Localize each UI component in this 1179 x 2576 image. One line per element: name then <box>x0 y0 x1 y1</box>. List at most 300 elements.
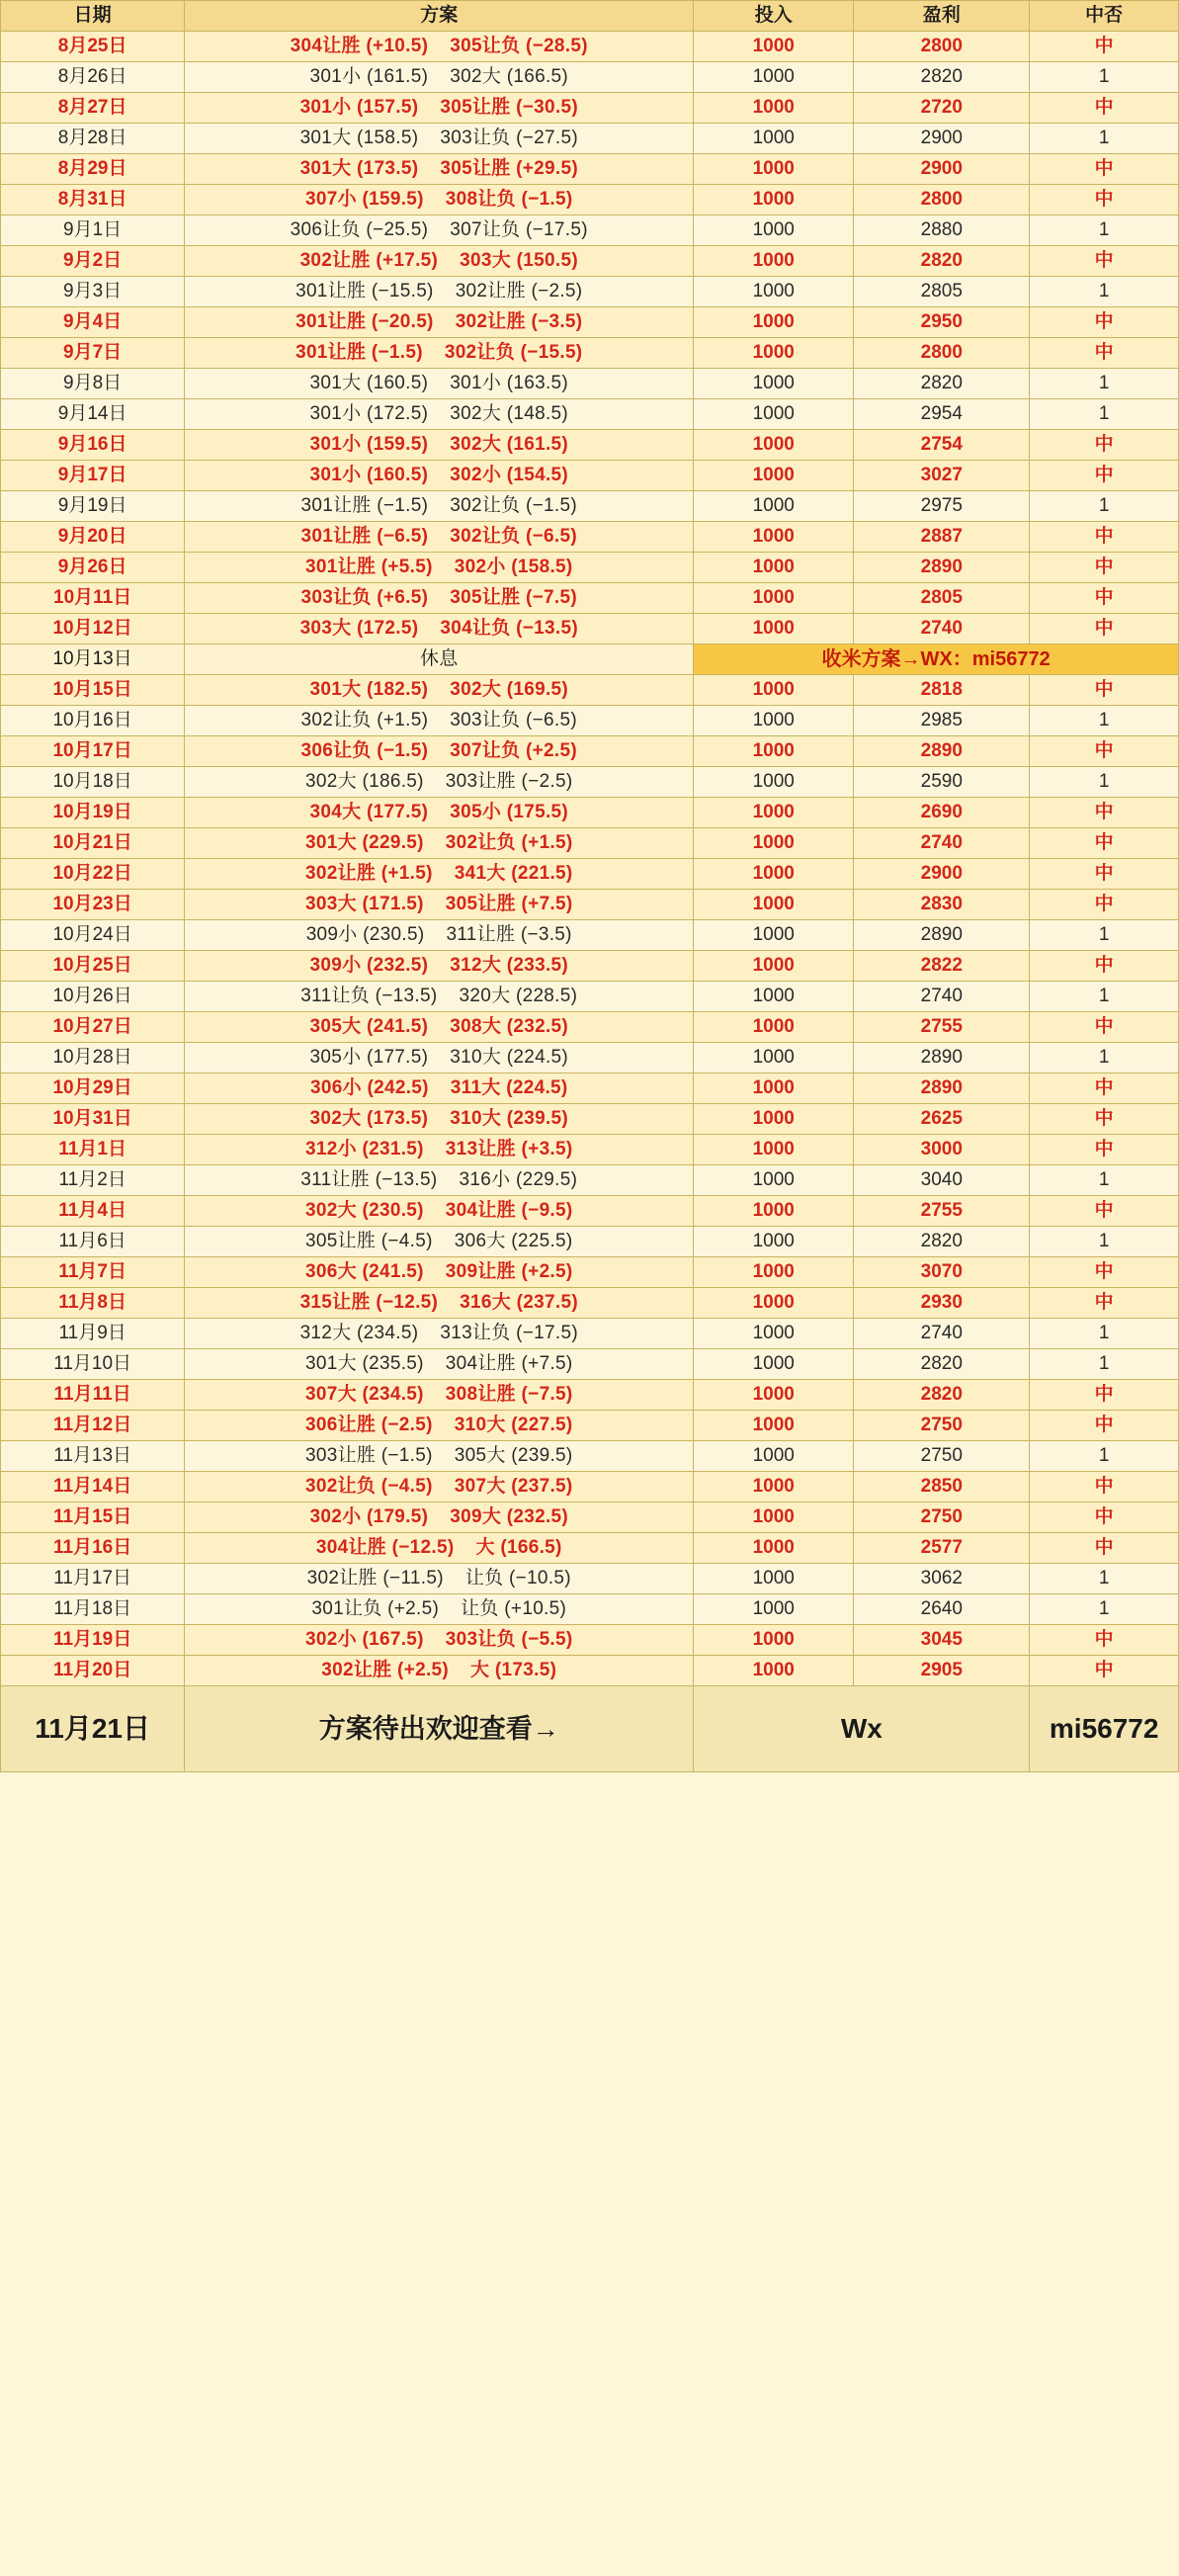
plan-segment: 302让负 (+1.5) <box>445 832 573 853</box>
cell-investment: 1000 <box>694 32 854 62</box>
cell-investment: 1000 <box>694 215 854 246</box>
cell-profit: 2900 <box>854 859 1030 890</box>
cell-date: 10月29日 <box>1 1073 185 1104</box>
cell-investment: 1000 <box>694 1227 854 1257</box>
table-row <box>1 951 1179 982</box>
plan-segment: 302让负 (−1.5) <box>450 495 577 516</box>
table-row <box>1 644 1179 675</box>
cell-plan: 休息 <box>185 644 694 675</box>
cell-profit: 2890 <box>854 1043 1030 1073</box>
column-header-investment: 投入 <box>694 1 854 32</box>
cell-hit-status: 1 <box>1030 1594 1179 1625</box>
cell-investment: 1000 <box>694 1625 854 1656</box>
cell-date: 9月20日 <box>1 522 185 553</box>
cell-investment: 1000 <box>694 583 854 614</box>
cell-date: 11月1日 <box>1 1135 185 1165</box>
cell-hit-status: 中 <box>1030 1380 1179 1411</box>
cell-profit: 2985 <box>854 706 1030 736</box>
cell-plan <box>185 706 694 736</box>
plan-segment: 305大 (239.5) <box>454 1445 573 1466</box>
cell-plan <box>185 1625 694 1656</box>
cell-hit-status: 中 <box>1030 675 1179 706</box>
table-row <box>1 1472 1179 1503</box>
table-row <box>1 920 1179 951</box>
cell-investment: 1000 <box>694 1043 854 1073</box>
cell-plan <box>185 1411 694 1441</box>
column-header-profit: 盈利 <box>854 1 1030 32</box>
plan-segment: 301大 (158.5) <box>299 128 419 148</box>
cell-plan <box>185 1135 694 1165</box>
cell-date: 10月26日 <box>1 982 185 1012</box>
table-row <box>1 461 1179 491</box>
table-row <box>1 982 1179 1012</box>
table-row <box>1 1594 1179 1625</box>
cell-hit-status: 中 <box>1030 890 1179 920</box>
cell-investment: 1000 <box>694 706 854 736</box>
cell-plan <box>185 1656 694 1686</box>
table-row <box>1 246 1179 277</box>
plan-segment: 310大 (227.5) <box>454 1415 573 1435</box>
table-row <box>1 828 1179 859</box>
cell-investment: 1000 <box>694 1257 854 1288</box>
plan-segment: 305小 (175.5) <box>450 802 569 822</box>
table-row <box>1 706 1179 736</box>
cell-investment: 1000 <box>694 277 854 307</box>
plan-segment: 301小 (161.5) <box>309 66 429 87</box>
cell-hit-status: 中 <box>1030 951 1179 982</box>
cell-hit-status: 中 <box>1030 522 1179 553</box>
table-row <box>1 62 1179 93</box>
plan-segment: 304让胜 (+7.5) <box>445 1353 573 1374</box>
table-row <box>1 583 1179 614</box>
plan-segment: 302大 (230.5) <box>304 1200 424 1221</box>
cell-investment: 1000 <box>694 307 854 338</box>
plan-segment: 307大 (237.5) <box>454 1476 573 1497</box>
cell-hit-status: 中 <box>1030 1135 1179 1165</box>
cell-hit-status: 中 <box>1030 246 1179 277</box>
cell-profit: 3070 <box>854 1257 1030 1288</box>
cell-profit: 2905 <box>854 1656 1030 1686</box>
cell-investment: 1000 <box>694 1411 854 1441</box>
table-row <box>1 491 1179 522</box>
plan-segment: 301让胜 (−1.5) <box>300 495 429 516</box>
cell-date: 9月7日 <box>1 338 185 369</box>
plan-segment: 309让胜 (+2.5) <box>445 1261 573 1282</box>
cell-plan <box>185 890 694 920</box>
cell-profit: 2740 <box>854 982 1030 1012</box>
cell-plan <box>185 93 694 124</box>
cell-date: 11月19日 <box>1 1625 185 1656</box>
plan-segment: 305小 (177.5) <box>309 1047 429 1068</box>
table-row <box>1 1380 1179 1411</box>
cell-investment: 1000 <box>694 338 854 369</box>
cell-plan <box>185 307 694 338</box>
cell-profit: 2750 <box>854 1503 1030 1533</box>
cell-hit-status: 1 <box>1030 369 1179 399</box>
cell-plan <box>185 1503 694 1533</box>
plan-segment: 316小 (229.5) <box>459 1169 578 1190</box>
cell-profit: 2822 <box>854 951 1030 982</box>
plan-segment: 306小 (242.5) <box>310 1077 429 1098</box>
cell-date: 11月2日 <box>1 1165 185 1196</box>
plan-segment: 303让负 (−5.5) <box>445 1629 573 1650</box>
cell-date: 8月28日 <box>1 124 185 154</box>
footer-plan-cta[interactable]: 方案待出欢迎查看→ <box>185 1686 694 1772</box>
cell-profit: 2740 <box>854 1319 1030 1349</box>
plan-segment: 305让胜 (+7.5) <box>445 894 573 914</box>
cell-date: 11月8日 <box>1 1288 185 1319</box>
plan-segment: 302让胜 (+1.5) <box>304 863 433 884</box>
cell-plan <box>185 1380 694 1411</box>
plan-segment: 303大 (171.5) <box>304 894 424 914</box>
cell-hit-status: 中 <box>1030 1503 1179 1533</box>
table-row <box>1 675 1179 706</box>
plan-segment: 302让胜 (−11.5) <box>306 1568 444 1589</box>
cell-date: 11月9日 <box>1 1319 185 1349</box>
cell-investment: 1000 <box>694 522 854 553</box>
plan-segment: 313让负 (−17.5) <box>440 1323 578 1343</box>
plan-segment: 304让胜 (+10.5) <box>290 36 429 56</box>
plan-segment: 306让负 (−25.5) <box>290 219 429 240</box>
cell-hit-status: 1 <box>1030 1165 1179 1196</box>
cell-date: 10月28日 <box>1 1043 185 1073</box>
plan-segment: 302大 (173.5) <box>309 1108 429 1129</box>
table-row <box>1 1625 1179 1656</box>
cell-profit: 2890 <box>854 736 1030 767</box>
cell-investment: 1000 <box>694 951 854 982</box>
cell-hit-status: 中 <box>1030 1288 1179 1319</box>
cell-date: 8月27日 <box>1 93 185 124</box>
plan-segment: 306大 (241.5) <box>304 1261 424 1282</box>
cell-hit-status: 1 <box>1030 920 1179 951</box>
cell-plan <box>185 951 694 982</box>
cell-profit: 2800 <box>854 338 1030 369</box>
cell-investment: 1000 <box>694 491 854 522</box>
cell-profit: 2820 <box>854 369 1030 399</box>
cell-plan <box>185 62 694 93</box>
cell-investment: 1000 <box>694 828 854 859</box>
plan-segment: 302让胜 (+2.5) <box>321 1660 450 1680</box>
cell-profit: 2754 <box>854 430 1030 461</box>
cell-hit-status: 1 <box>1030 1227 1179 1257</box>
cell-investment: 1000 <box>694 1533 854 1564</box>
plan-segment: 302小 (154.5) <box>450 465 569 485</box>
promo-banner[interactable]: 收米方案→WX：mi56772 <box>694 644 1179 675</box>
cell-date: 9月17日 <box>1 461 185 491</box>
cell-profit: 2890 <box>854 1073 1030 1104</box>
cell-hit-status: 1 <box>1030 706 1179 736</box>
cell-hit-status: 中 <box>1030 1625 1179 1656</box>
cell-investment: 1000 <box>694 1564 854 1594</box>
table-row <box>1 1288 1179 1319</box>
table-row <box>1 399 1179 430</box>
cell-date: 9月4日 <box>1 307 185 338</box>
cell-plan <box>185 154 694 185</box>
cell-profit: 2820 <box>854 62 1030 93</box>
cell-investment: 1000 <box>694 1656 854 1686</box>
cell-profit: 2820 <box>854 1227 1030 1257</box>
plan-segment: 311让胜 (−3.5) <box>446 924 572 945</box>
cell-plan <box>185 185 694 215</box>
cell-profit: 2750 <box>854 1411 1030 1441</box>
cell-profit: 2755 <box>854 1196 1030 1227</box>
cell-plan <box>185 369 694 399</box>
plan-segment: 308让负 (−1.5) <box>445 189 573 210</box>
plan-segment: 307小 (159.5) <box>304 189 424 210</box>
plan-segment: 313让胜 (+3.5) <box>445 1139 573 1159</box>
cell-investment: 1000 <box>694 920 854 951</box>
plan-segment: 大 (166.5) <box>475 1537 562 1558</box>
cell-profit: 2880 <box>854 215 1030 246</box>
cell-plan <box>185 1441 694 1472</box>
cell-profit: 2818 <box>854 675 1030 706</box>
table-row <box>1 553 1179 583</box>
cell-profit: 2755 <box>854 1012 1030 1043</box>
plan-segment: 301让胜 (−15.5) <box>295 281 434 301</box>
table-row <box>1 1073 1179 1104</box>
cell-plan <box>185 399 694 430</box>
cell-hit-status: 中 <box>1030 1411 1179 1441</box>
plan-segment: 302大 (148.5) <box>450 403 569 424</box>
cell-hit-status: 中 <box>1030 1656 1179 1686</box>
cell-investment: 1000 <box>694 890 854 920</box>
cell-date: 9月16日 <box>1 430 185 461</box>
cell-date: 10月31日 <box>1 1104 185 1135</box>
cell-plan <box>185 32 694 62</box>
table-row <box>1 307 1179 338</box>
plan-segment: 301让胜 (−6.5) <box>300 526 429 547</box>
cell-date: 9月3日 <box>1 277 185 307</box>
column-header-hit: 中否 <box>1030 1 1179 32</box>
cell-investment: 1000 <box>694 614 854 644</box>
cell-date: 11月11日 <box>1 1380 185 1411</box>
plan-segment: 302小 (158.5) <box>454 557 573 577</box>
cell-profit: 2740 <box>854 614 1030 644</box>
table-row <box>1 1564 1179 1594</box>
cell-date: 10月19日 <box>1 798 185 828</box>
table-row <box>1 1411 1179 1441</box>
plan-segment: 302让胜 (−2.5) <box>455 281 583 301</box>
plan-segment: 302小 (179.5) <box>309 1506 429 1527</box>
table-header <box>1 1 1179 32</box>
cell-date: 9月26日 <box>1 553 185 583</box>
plan-segment: 320大 (228.5) <box>459 986 578 1006</box>
cell-hit-status: 中 <box>1030 614 1179 644</box>
cell-date: 11月17日 <box>1 1564 185 1594</box>
cell-date: 11月18日 <box>1 1594 185 1625</box>
footer-date: 11月21日 <box>1 1686 185 1772</box>
table-header-row <box>1 1 1179 32</box>
plan-segment: 304让胜 (−12.5) <box>315 1537 455 1558</box>
plan-segment: 304让胜 (−9.5) <box>445 1200 573 1221</box>
cell-profit: 2590 <box>854 767 1030 798</box>
plan-segment: 302大 (186.5) <box>304 771 424 792</box>
plan-segment: 302大 (166.5) <box>450 66 569 87</box>
plan-segment: 301大 (235.5) <box>304 1353 424 1374</box>
cell-investment: 1000 <box>694 798 854 828</box>
table-row <box>1 1257 1179 1288</box>
cell-plan <box>185 920 694 951</box>
cell-hit-status: 1 <box>1030 215 1179 246</box>
table-row <box>1 277 1179 307</box>
plan-segment: 301让胜 (−20.5) <box>295 311 434 332</box>
plan-segment: 303让负 (−27.5) <box>440 128 578 148</box>
cell-date: 10月17日 <box>1 736 185 767</box>
cell-profit: 2820 <box>854 1349 1030 1380</box>
plan-segment: 303大 (172.5) <box>299 618 419 639</box>
cell-investment: 1000 <box>694 93 854 124</box>
cell-plan <box>185 982 694 1012</box>
column-header-date: 日期 <box>1 1 185 32</box>
table-row <box>1 798 1179 828</box>
cell-profit: 2890 <box>854 920 1030 951</box>
cell-date: 9月8日 <box>1 369 185 399</box>
cell-hit-status: 中 <box>1030 798 1179 828</box>
footer-wx-id[interactable]: mi56772 <box>1030 1686 1179 1772</box>
cell-date: 9月1日 <box>1 215 185 246</box>
cell-plan <box>185 1196 694 1227</box>
plan-segment: 302让负 (−4.5) <box>304 1476 433 1497</box>
plan-segment: 311让胜 (−13.5) <box>300 1169 438 1190</box>
plan-segment: 309小 (230.5) <box>305 924 425 945</box>
cell-plan <box>185 553 694 583</box>
cell-investment: 1000 <box>694 982 854 1012</box>
cell-date: 10月16日 <box>1 706 185 736</box>
cell-date: 9月14日 <box>1 399 185 430</box>
table-row <box>1 1104 1179 1135</box>
cell-hit-status: 中 <box>1030 736 1179 767</box>
table-body <box>1 32 1179 1686</box>
cell-profit: 2800 <box>854 185 1030 215</box>
plan-segment: 312大 (234.5) <box>299 1323 419 1343</box>
plan-segment: 306让胜 (−2.5) <box>304 1415 433 1435</box>
table-footer <box>1 1686 1179 1772</box>
table-row <box>1 185 1179 215</box>
cell-hit-status: 1 <box>1030 62 1179 93</box>
plan-segment: 311让负 (−13.5) <box>300 986 438 1006</box>
plan-segment: 307让负 (−17.5) <box>450 219 588 240</box>
table-row <box>1 1319 1179 1349</box>
plan-segment: 301大 (229.5) <box>304 832 424 853</box>
table-row <box>1 522 1179 553</box>
cell-profit: 3045 <box>854 1625 1030 1656</box>
cell-plan <box>185 828 694 859</box>
cell-hit-status: 中 <box>1030 1472 1179 1503</box>
cell-profit: 2720 <box>854 93 1030 124</box>
cell-date: 8月26日 <box>1 62 185 93</box>
cell-investment: 1000 <box>694 1594 854 1625</box>
cell-date: 10月22日 <box>1 859 185 890</box>
cell-hit-status: 1 <box>1030 399 1179 430</box>
plan-segment: 308大 (232.5) <box>450 1016 569 1037</box>
cell-profit: 3000 <box>854 1135 1030 1165</box>
plan-segment: 302让负 (−6.5) <box>450 526 577 547</box>
plan-segment: 301小 (157.5) <box>299 97 419 118</box>
cell-plan <box>185 1594 694 1625</box>
table-row <box>1 859 1179 890</box>
cell-date: 11月4日 <box>1 1196 185 1227</box>
cell-profit: 3040 <box>854 1165 1030 1196</box>
cell-hit-status: 中 <box>1030 1012 1179 1043</box>
cell-plan <box>185 215 694 246</box>
plan-segment: 303让负 (−6.5) <box>450 710 577 730</box>
cell-date: 11月13日 <box>1 1441 185 1472</box>
cell-hit-status: 中 <box>1030 32 1179 62</box>
cell-investment: 1000 <box>694 1319 854 1349</box>
cell-date: 10月23日 <box>1 890 185 920</box>
plan-segment: 301让胜 (+5.5) <box>304 557 433 577</box>
cell-plan <box>185 338 694 369</box>
plan-segment: 305让负 (−28.5) <box>450 36 588 56</box>
cell-date: 8月25日 <box>1 32 185 62</box>
cell-profit: 2820 <box>854 246 1030 277</box>
cell-hit-status: 1 <box>1030 1043 1179 1073</box>
cell-investment: 1000 <box>694 399 854 430</box>
table-row <box>1 1503 1179 1533</box>
table-row <box>1 154 1179 185</box>
plan-segment: 305让胜 (−30.5) <box>440 97 578 118</box>
cell-investment: 1000 <box>694 185 854 215</box>
cell-hit-status: 中 <box>1030 859 1179 890</box>
cell-date: 11月7日 <box>1 1257 185 1288</box>
plan-segment: 305让胜 (+29.5) <box>440 158 578 179</box>
plan-segment: 304让负 (−13.5) <box>440 618 578 639</box>
cell-date: 11月6日 <box>1 1227 185 1257</box>
table-row <box>1 1349 1179 1380</box>
cell-investment: 1000 <box>694 859 854 890</box>
table-row <box>1 1656 1179 1686</box>
table-row <box>1 1227 1179 1257</box>
table-row <box>1 32 1179 62</box>
plan-segment: 306让负 (−1.5) <box>300 740 429 761</box>
plan-segment: 302让胜 (+17.5) <box>299 250 439 271</box>
cell-profit: 2750 <box>854 1441 1030 1472</box>
table-row <box>1 1533 1179 1564</box>
table-row <box>1 93 1179 124</box>
column-header-plan: 方案 <box>185 1 694 32</box>
cell-date: 10月12日 <box>1 614 185 644</box>
cell-plan <box>185 675 694 706</box>
cell-investment: 1000 <box>694 553 854 583</box>
cell-plan <box>185 1533 694 1564</box>
cell-plan <box>185 736 694 767</box>
plan-segment: 大 (173.5) <box>470 1660 557 1680</box>
plan-segment: 312小 (231.5) <box>304 1139 424 1159</box>
cell-profit: 2805 <box>854 277 1030 307</box>
plan-segment: 307大 (234.5) <box>304 1384 424 1405</box>
cell-hit-status: 1 <box>1030 277 1179 307</box>
table-row <box>1 215 1179 246</box>
cell-plan <box>185 583 694 614</box>
table-row <box>1 1043 1179 1073</box>
table-row <box>1 124 1179 154</box>
plan-segment: 302大 (169.5) <box>450 679 569 700</box>
cell-investment: 1000 <box>694 1104 854 1135</box>
cell-date: 11月12日 <box>1 1411 185 1441</box>
plan-segment: 304大 (177.5) <box>309 802 429 822</box>
table-row <box>1 890 1179 920</box>
cell-hit-status: 1 <box>1030 124 1179 154</box>
plan-segment: 308让胜 (−7.5) <box>445 1384 573 1405</box>
plan-segment: 301大 (182.5) <box>309 679 429 700</box>
cell-plan <box>185 124 694 154</box>
cell-date: 10月11日 <box>1 583 185 614</box>
cell-plan <box>185 767 694 798</box>
cell-hit-status: 1 <box>1030 982 1179 1012</box>
plan-segment: 302让负 (−15.5) <box>444 342 583 363</box>
cell-profit: 2900 <box>854 154 1030 185</box>
cell-hit-status: 中 <box>1030 1104 1179 1135</box>
